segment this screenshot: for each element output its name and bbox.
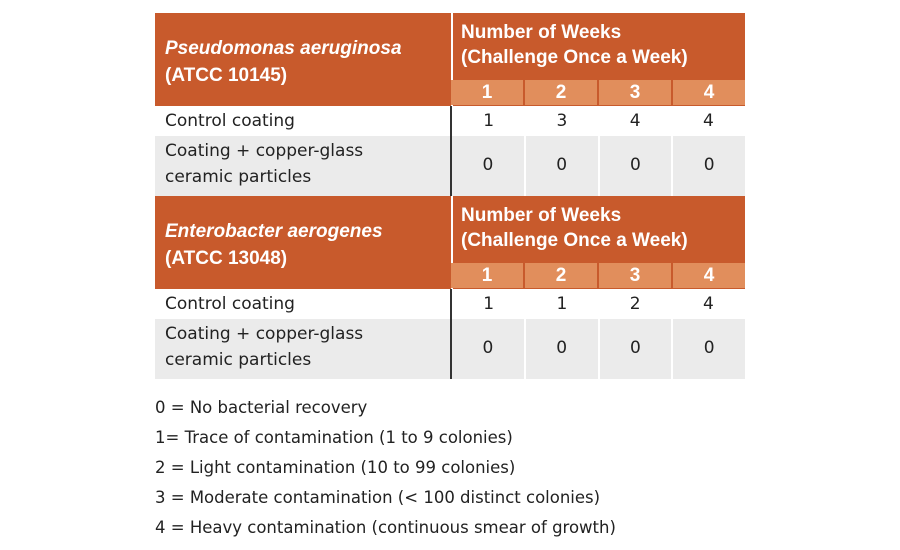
row-label <box>155 136 450 196</box>
row-label-line2: ceramic particles <box>165 350 312 370</box>
week-number: 2 <box>523 80 597 105</box>
cell-value: 2 <box>629 294 641 314</box>
weeks-title-line1: Number of Weeks <box>461 22 622 43</box>
week-number: 4 <box>671 263 745 288</box>
organism-name: Enterobacter aerogenes <box>165 221 383 242</box>
cell-value: 4 <box>629 111 641 131</box>
row-label: Control coating <box>165 294 295 314</box>
weeks-header <box>451 13 745 106</box>
weeks-title-line2: (Challenge Once a Week) <box>461 47 688 68</box>
cell-value: 0 <box>524 136 598 196</box>
weeks-title <box>451 196 745 253</box>
row-label-line2: ceramic particles <box>165 167 312 187</box>
organism-name: Pseudomonas aeruginosa <box>165 38 402 59</box>
row-label-line1: Coating + copper-glass <box>165 324 364 344</box>
table-header-pseudomonas <box>155 13 745 106</box>
organism-label <box>165 35 445 89</box>
legend-item: 1= Trace of contamination (1 to 9 colonies) <box>155 428 513 447</box>
cell-value: 0 <box>598 319 672 379</box>
row-values <box>450 289 745 319</box>
week-number: 1 <box>481 82 493 103</box>
table-row <box>155 106 745 136</box>
row-values <box>450 106 745 136</box>
cell-value: 0 <box>671 319 745 379</box>
weeks-title-line1: Number of Weeks <box>461 205 622 226</box>
legend-item: 3 = Moderate contamination (< 100 distinct colonies) <box>155 488 601 507</box>
legend-item: 2 = Light contamination (10 to 99 colonies) <box>155 458 516 477</box>
organism-atcc: (ATCC 13048) <box>165 248 288 269</box>
week-number: 3 <box>597 263 671 288</box>
cell-value: 0 <box>482 338 494 358</box>
table-header-enterobacter <box>155 196 745 289</box>
week-number: 2 <box>523 263 597 288</box>
row-label: Control coating <box>165 111 295 131</box>
week-number: 4 <box>671 80 745 105</box>
results-table <box>155 13 745 379</box>
legend-item: 4 = Heavy contamination (continuous smear of growth) <box>155 518 616 537</box>
cell-value: 1 <box>483 111 495 131</box>
weeks-title-line2: (Challenge Once a Week) <box>461 230 688 251</box>
cell-value: 0 <box>482 155 494 175</box>
weeks-header <box>451 196 745 289</box>
cell-value: 0 <box>598 136 672 196</box>
organism-atcc: (ATCC 10145) <box>165 65 288 86</box>
cell-value: 1 <box>556 294 568 314</box>
cell-value: 0 <box>524 319 598 379</box>
table-row <box>155 289 745 319</box>
cell-value: 1 <box>483 294 495 314</box>
table-row <box>155 319 745 379</box>
cell-value: 4 <box>702 294 714 314</box>
row-values <box>450 319 745 379</box>
table-row <box>155 136 745 196</box>
week-number: 3 <box>597 80 671 105</box>
cell-value: 4 <box>702 111 714 131</box>
cell-value: 3 <box>556 111 568 131</box>
cell-value: 0 <box>671 136 745 196</box>
organism-label <box>165 218 445 272</box>
week-numbers-row <box>451 80 745 105</box>
row-label-line1: Coating + copper-glass <box>165 141 364 161</box>
row-values <box>450 136 745 196</box>
week-number: 1 <box>481 265 493 286</box>
week-numbers-row <box>451 263 745 288</box>
legend <box>155 393 755 543</box>
legend-item: 0 = No bacterial recovery <box>155 398 368 417</box>
weeks-title <box>451 13 745 70</box>
row-label <box>155 319 450 379</box>
